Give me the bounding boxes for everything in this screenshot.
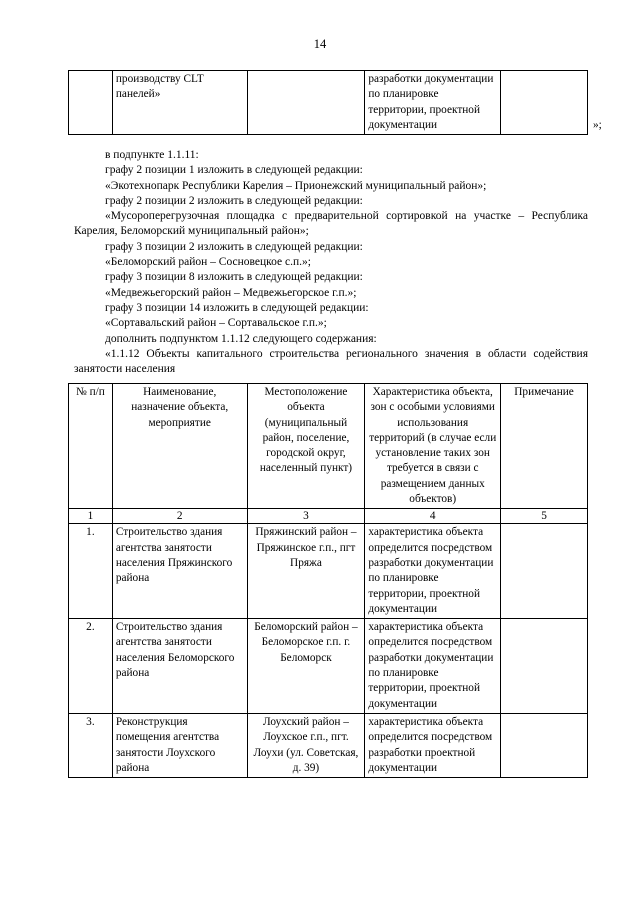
table-cell [247, 71, 365, 135]
text-line: графу 2 позиции 2 изложить в следующей редакции: [105, 194, 363, 207]
table-cell: производству CLT панелей» [112, 71, 247, 135]
column-header: Характеристика объекта, зон с особыми условиями использования территорий (в случае если установление таких зон требуется в связи с размещением данных объектов) [365, 384, 501, 509]
object-name: Строительство здания агентства занятости населения Беломорского района [112, 619, 247, 714]
amendment-text [74, 148, 588, 377]
text-line: «Сортавальский район – Сортавальское г.п.»; [105, 317, 327, 330]
object-characteristic: характеристика объекта определится посредством разработки документации по планировке территории, проектной документации [365, 619, 501, 714]
column-header: Местоположение объекта (муниципальный район, поселение, городской округ, населенный пункт) [247, 384, 365, 509]
text-line: графу 3 позиции 8 изложить в следующей редакции: [105, 271, 363, 284]
object-characteristic: характеристика объекта определится посредством разработки проектной документации [365, 713, 501, 777]
column-header: № п/п [69, 384, 113, 509]
row-number: 1. [69, 524, 113, 619]
text-line: графу 3 позиции 14 изложить в следующей редакции: [105, 301, 369, 314]
text-line: дополнить подпунктом 1.1.12 следующего содержания: [105, 332, 377, 345]
object-note [501, 524, 588, 619]
object-location: Лоухский район – Лоухское г.п., пгт. Лоухи (ул. Советская, д. 39) [247, 713, 365, 777]
table-row [69, 713, 588, 777]
object-note [501, 619, 588, 714]
object-note [501, 713, 588, 777]
column-number-row [69, 509, 588, 524]
column-number: 2 [112, 509, 247, 524]
continued-table [68, 70, 588, 135]
object-location: Пряжинский район – Пряжинское г.п., пгт Пряжа [247, 524, 365, 619]
table-cell [69, 71, 113, 135]
table-cell [501, 71, 588, 135]
table-row [69, 524, 588, 619]
text-line: графу 3 позиции 2 изложить в следующей редакции: [105, 240, 363, 253]
table-row [69, 619, 588, 714]
text-line: «Беломорский район – Сосновецкое с.п.»; [105, 256, 311, 269]
table-row [69, 71, 588, 135]
object-characteristic: характеристика объекта определится посредством разработки документации по планировке территории, проектной документации [365, 524, 501, 619]
column-header: Примечание [501, 384, 588, 509]
table-header-row [69, 384, 588, 509]
text-line: в подпункте 1.1.11: [105, 149, 199, 161]
closing-quote: »; [593, 119, 602, 131]
column-number: 1 [69, 509, 113, 524]
text-line: графу 2 позиции 1 изложить в следующей редакции: [105, 164, 363, 177]
column-header: Наименование, назначение объекта, мероприятие [112, 384, 247, 509]
objects-table [68, 383, 588, 778]
object-name: Строительство здания агентства занятости населения Пряжинского района [112, 524, 247, 619]
row-number: 3. [69, 713, 113, 777]
row-number: 2. [69, 619, 113, 714]
column-number: 5 [501, 509, 588, 524]
text-line: «1.1.12 Объекты капитального строительства регионального значения в области содействия занятости населения [74, 347, 588, 376]
object-location: Беломорский район – Беломорское г.п. г. Беломорск [247, 619, 365, 714]
page-number: 14 [313, 37, 327, 51]
text-line: «Медвежьегорский район – Медвежьегорское г.п.»; [105, 286, 357, 299]
object-name: Реконструкция помещения агентства занятости Лоухского района [112, 713, 247, 777]
column-number: 4 [365, 509, 501, 524]
text-line: «Экотехнопарк Республики Карелия – Прионежский муниципальный район»; [105, 179, 487, 192]
text-line: «Мусороперегрузочная площадка с предварительной сортировкой на участке – Республика Карелия, Беломорский муниципальный район»; [74, 210, 588, 238]
table-cell: разработки документации по планировке территории, проектной документации [365, 71, 501, 135]
column-number: 3 [247, 509, 365, 524]
